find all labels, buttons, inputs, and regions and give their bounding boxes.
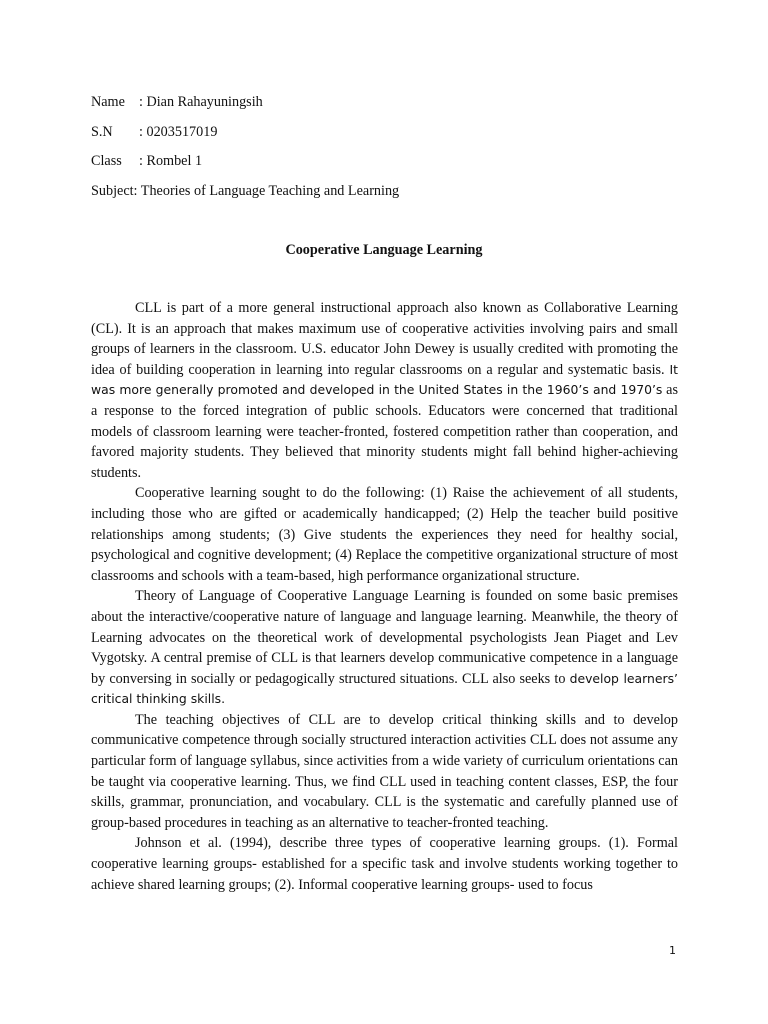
paragraph-2: Cooperative learning sought to do the following: (1) Raise the achievement of all students, including those who are gifted or academically handicapped; (2) Help the teacher build positive relationships among students; (3) Give students the experiences they need for healthy social, psychological and cognitive development; (4) Replace the competitive organizational structure of most classrooms and schools with a team-based, high performance organizational structure. <box>91 485 678 584</box>
paragraph-4: The teaching objectives of CLL are to develop critical thinking skills and to develop communicative competence through socially structured interaction activities CLL does not assume any particular form of language syllabus, since activities from a wide variety of curriculum orientations can be taught via cooperative learning. Thus, we find CLL used in teaching content classes, ESP, the four skills, grammar, pronunciation, and vocabulary. CLL is the systematic and carefully planned use of group-based procedures in teaching as an alternative to teacher-fronted teaching. <box>91 711 678 831</box>
paragraph-3-part-a: Theory of Language of Cooperative Language Learning is founded on some basic premises about the interactive/cooperative nature of language and language learning. Meanwhile, the theory of Learning advocates on the theoretical work of developmental psychologists Jean Piaget and Lev Vygotsky. A central premise of CLL is that learners develop communicative competence in a language by conversing in socially or pedagogically structured situations. CLL also seeks to <box>91 588 678 687</box>
paragraph-1-part-a: CLL is part of a more general instructional approach also known as Collaborative Learning (CL). It is an approach that makes maximum use of cooperative activities involving pairs and small groups of learners in the classroom. U.S. educator John Dewey is usually credited with promoting the idea of building cooperation in learning into regular classrooms on a regular and systematic basis. <box>91 300 678 378</box>
sn-label: S.N <box>91 123 113 140</box>
sn-value: : 0203517019 <box>139 123 218 140</box>
name-value: : Dian Rahayuningsih <box>139 94 263 110</box>
paragraph-1 <box>91 298 678 483</box>
paragraph-1-part-b: It was more generally promoted and developed in the United States in the 1960’s and 1970’s <box>91 361 678 398</box>
subject-row <box>91 180 691 210</box>
paragraph-3 <box>91 586 678 710</box>
student-info-header <box>91 91 691 209</box>
class-label: Class <box>91 153 122 169</box>
document-title: Cooperative Language Learning <box>285 242 483 258</box>
document-body <box>91 298 678 895</box>
sn-row <box>91 121 691 151</box>
class-value: : Rombel 1 <box>139 153 203 169</box>
class-row <box>91 150 691 180</box>
name-label: Name <box>91 94 125 110</box>
subject-label: Subject: <box>91 182 138 199</box>
page-number: 1 <box>669 944 676 957</box>
paragraph-3-part-b: develop learners’ critical thinking skills. <box>91 670 678 707</box>
paragraph-1-part-c: as a response to the forced integration of public schools. Educators were concerned that traditional models of classroom learning were teacher-fronted, fostered competition rather than cooperation, and favored majority students. They believed that minority students might fall behind higher-achieving students. <box>91 382 678 481</box>
subject-value: Theories of Language Teaching and Learning <box>137 182 400 199</box>
paragraph-5: Johnson et al. (1994), describe three types of cooperative learning groups. (1). Formal cooperative learning groups- established for a specific task and involve students working together to achieve shared learning groups; (2). Informal cooperative learning groups- used to focus <box>91 835 678 893</box>
name-row <box>91 91 691 121</box>
